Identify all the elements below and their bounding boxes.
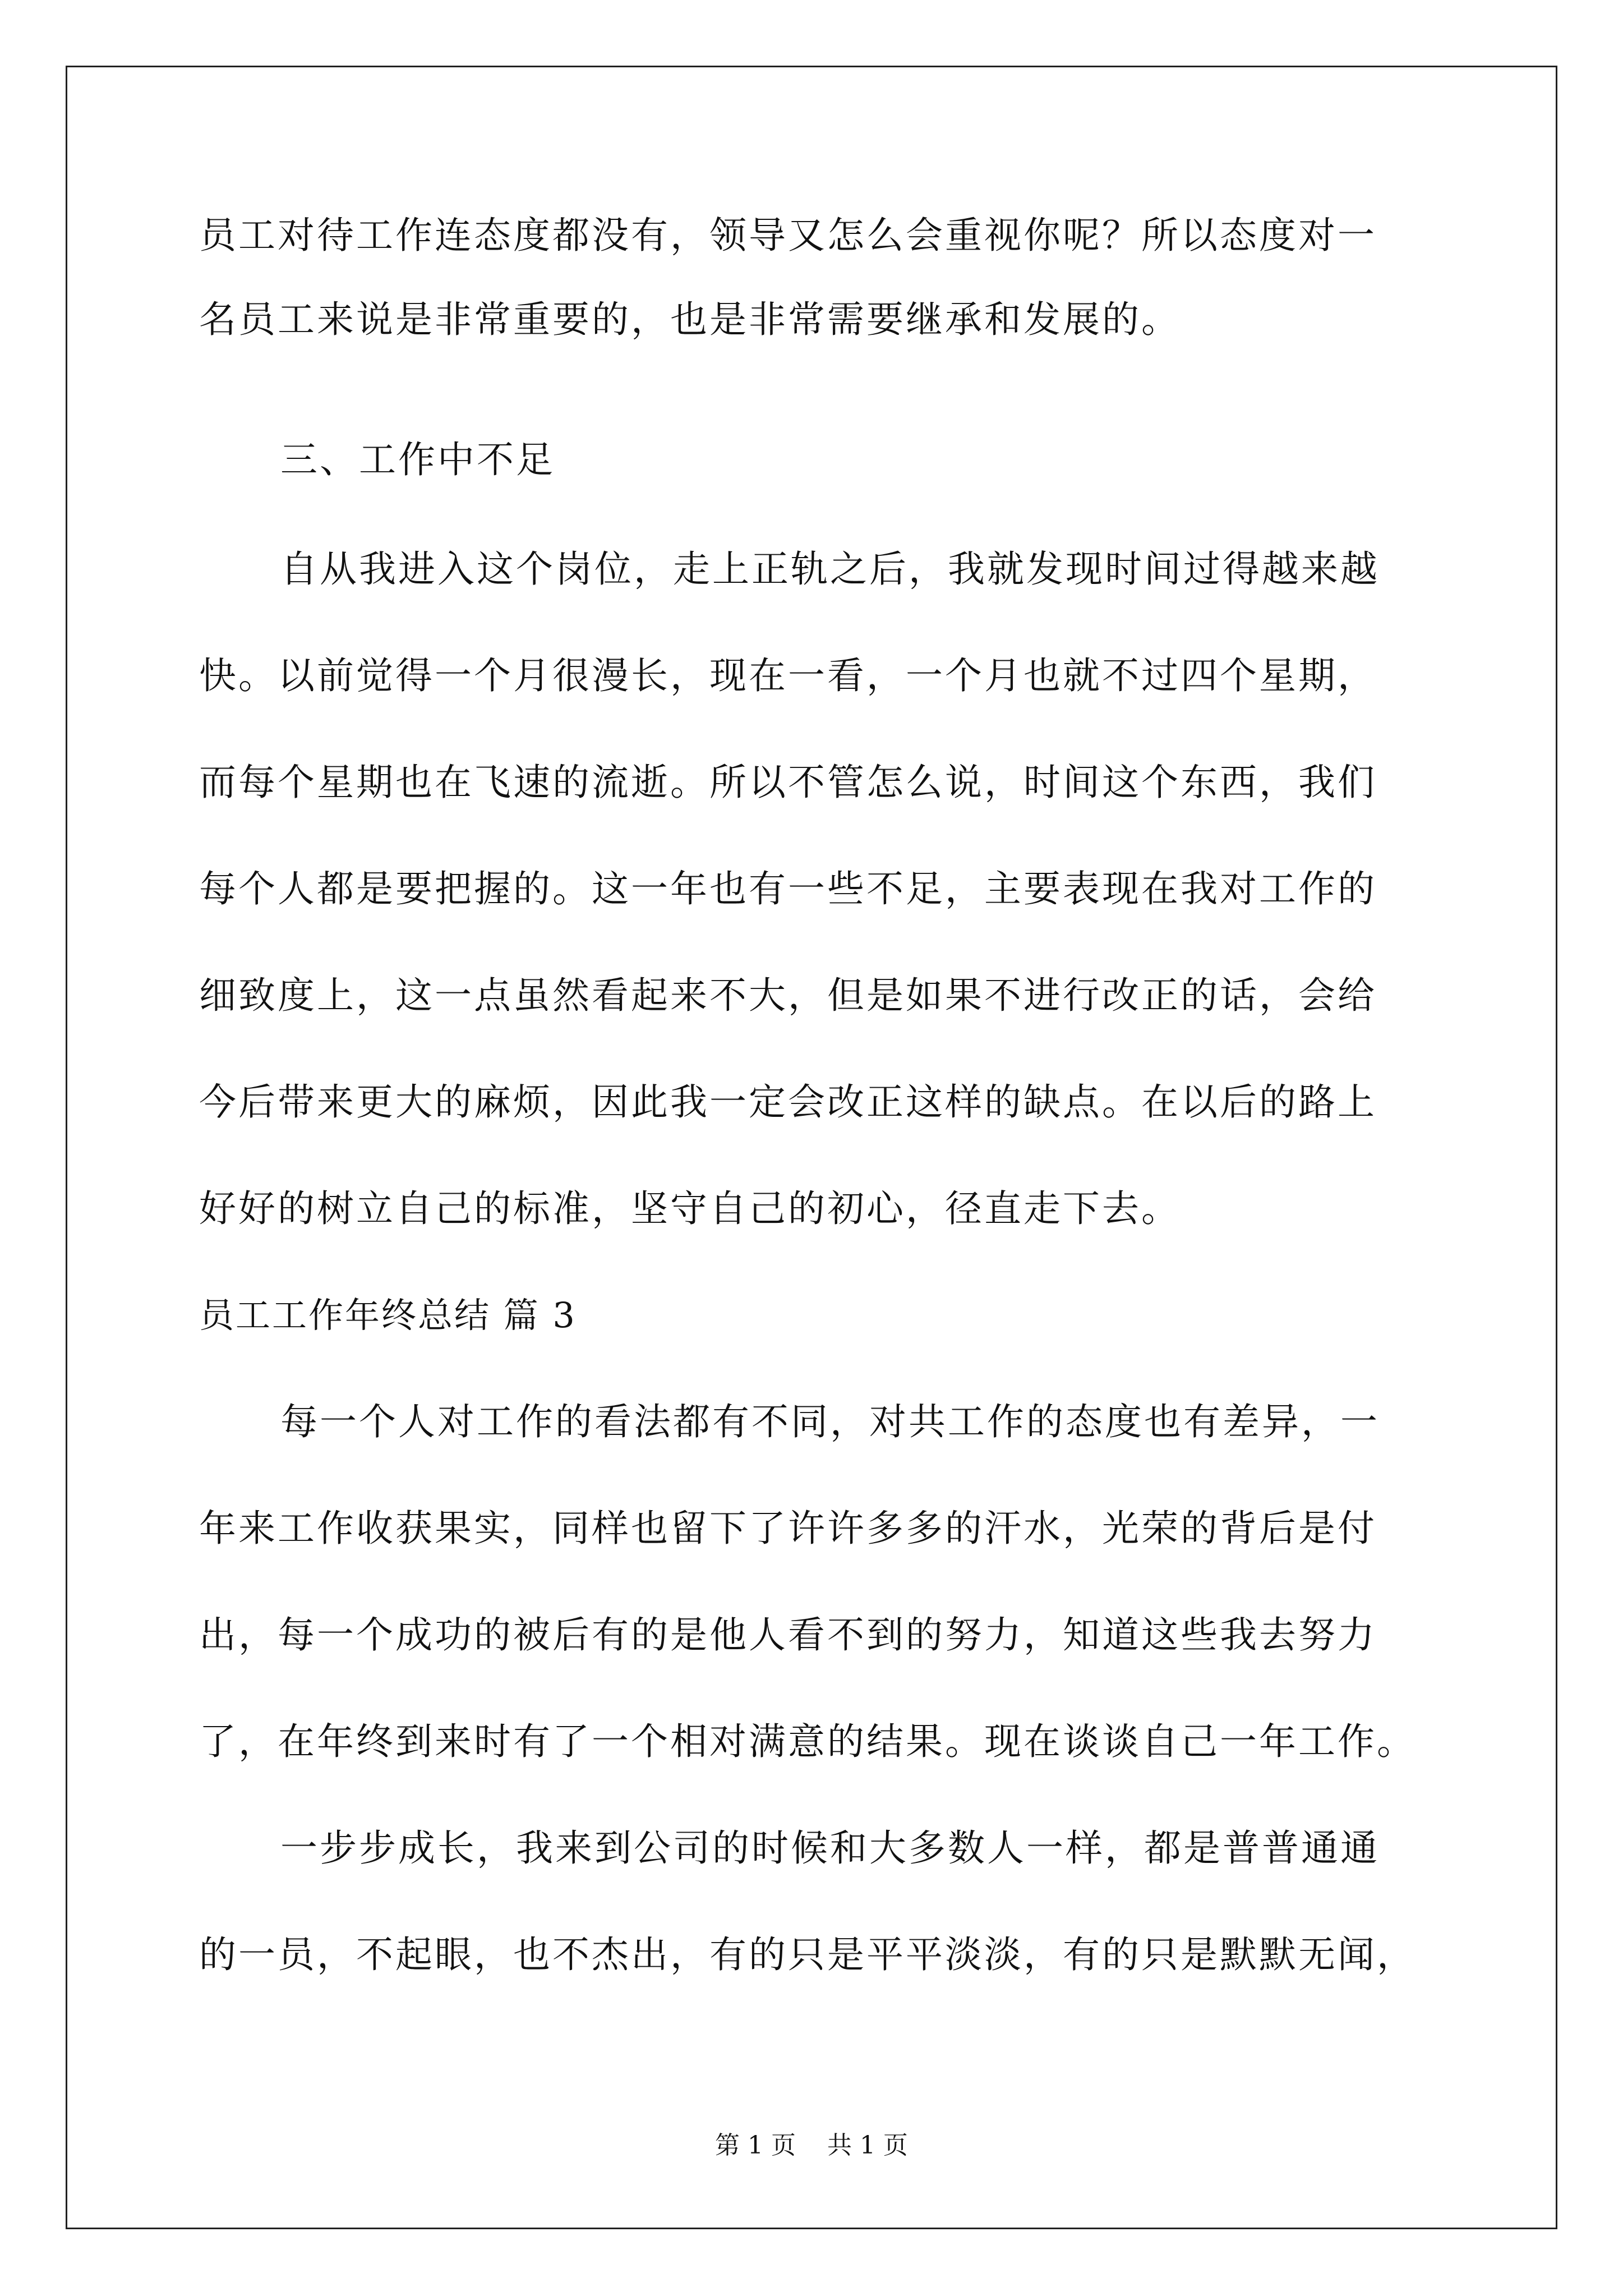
body-line: 细致度上，这一点虽然看起来不大，但是如果不进行改正的话，会给	[199, 974, 1377, 1017]
body-line: 快。以前觉得一个月很漫长，现在一看，一个月也就不过四个星期，	[199, 654, 1377, 697]
body-line: 的一员，不起眼，也不杰出，有的只是平平淡淡，有的只是默默无闻，	[199, 1933, 1416, 1976]
page-frame	[66, 66, 1557, 2229]
body-line: 好好的树立自己的标准，坚守自己的初心，径直走下去。	[199, 1187, 1181, 1230]
body-line: 自从我进入这个岗位，走上正轨之后，我就发现时间过得越来越	[280, 547, 1380, 591]
body-line: 了，在年终到来时有了一个相对满意的结果。现在谈谈自己一年工作。	[199, 1720, 1416, 1763]
article-heading: 员工工作年终总结 篇 3	[199, 1295, 577, 1336]
body-line: 名员工来说是非常重要的，也是非常需要继承和发展的。	[199, 298, 1181, 341]
body-line: 员工对待工作连态度都没有，领导又怎么会重视你呢？所以态度对一	[199, 214, 1377, 257]
body-line: 一步步成长，我来到公司的时候和大多数人一样，都是普普通通	[280, 1826, 1380, 1870]
section-heading: 三、工作中不足	[280, 438, 555, 481]
body-line: 每一个人对工作的看法都有不同，对共工作的态度也有差异，一	[280, 1400, 1380, 1443]
body-line: 今后带来更大的麻烦，因此我一定会改正这样的缺点。在以后的路上	[199, 1080, 1377, 1124]
page-number-footer: 第 1 页 共 1 页	[715, 2131, 908, 2160]
body-line: 每个人都是要把握的。这一年也有一些不足，主要表现在我对工作的	[199, 867, 1377, 910]
body-line: 出，每一个成功的被后有的是他人看不到的努力，知道这些我去努力	[199, 1613, 1377, 1657]
body-line: 年来工作收获果实，同样也留下了许许多多的汗水，光荣的背后是付	[199, 1507, 1377, 1550]
body-line: 而每个星期也在飞速的流逝。所以不管怎么说，时间这个东西，我们	[199, 761, 1377, 804]
